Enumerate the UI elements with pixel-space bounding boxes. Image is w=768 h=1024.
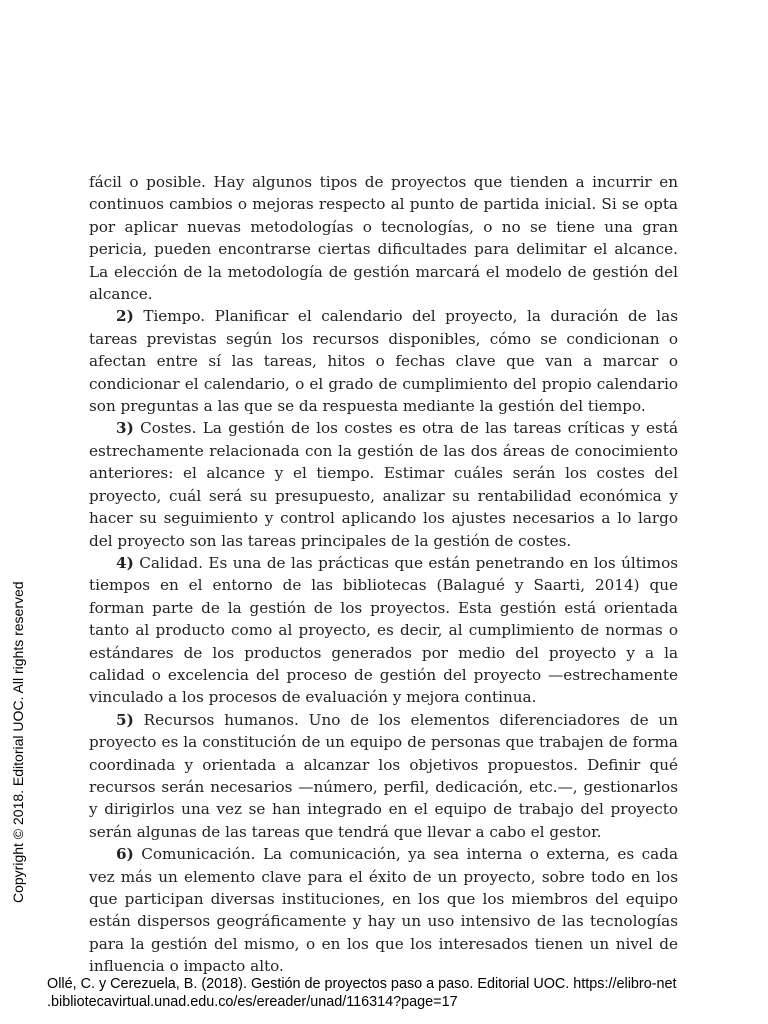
item-number: 5) <box>116 710 134 729</box>
item-number: 2) <box>116 307 134 326</box>
paragraph-text: Comunicación. La comunicación, ya sea interna o externa, es cada vez más un elemento clave para el éxito de un proyecto, sobre todo en los que participan diversas instituciones, en los que los miembros del equipo están dispersos geográficamente y hay un uso intensivo de las tecnologías para la gestión del mismo, o en los que los interesados tienen un nivel de influencia o impacto alto. <box>89 845 679 976</box>
paragraph-continuation <box>89 171 678 305</box>
citation-footer <box>47 975 762 1011</box>
paragraph-text: Calidad. Es una de las prácticas que están penetrando en los últimos tiempos en el entorno de las bibliotecas (Balagué y Saarti, 2014) que forman parte de la gestión de los proyectos. Esta gestión está orientada tanto al producto como al proyecto, es decir, al cumplimiento de normas o estándares de los productos generados por medio del proyecto y a la calidad o excelencia del proceso de gestión del proyecto —estrechamente vinculado a los procesos de evaluación y mejora continua. <box>89 553 679 707</box>
paragraph-calidad <box>89 552 678 709</box>
paragraph-text: Recursos humanos. Uno de los elementos diferenciadores de un proyecto es la constitución de un equipo de personas que trabajen de forma coordinada y orientada a alcanzar los objetivos propuestos. Definir qué recursos serán necesarios —número, perfil, dedicación, etc.—, gestionarlos y dirigirlos una vez se han integrado en el equipo de trabajo del proyecto serán algunas de las tareas que tendrá que llevar a cabo el gestor. <box>89 710 678 841</box>
paragraph-tiempo <box>89 305 678 417</box>
paragraph-text: Costes. La gestión de los costes es otra de las tareas críticas y está estrechamente relacionada con la gestión de las dos áreas de conocimiento anteriores: el alcance y el tiempo. Estimar cuáles serán los costes del proyecto, cuál será su presupuesto, analizar su rentabilidad económica y hacer su seguimiento y control aplicando los ajustes necesarios a lo largo del proyecto son las tareas principales de la gestión de costes. <box>89 419 678 550</box>
item-number: 6) <box>116 845 134 864</box>
copyright-notice: Copyright © 2018. Editorial UOC. All rights reserved <box>10 581 26 903</box>
page-body <box>89 171 678 978</box>
paragraph-text: fácil o posible. Hay algunos tipos de proyectos que tienden a incurrir en continuos cambios o mejoras respecto al punto de partida inicial. Si se opta por aplicar nuevas metodologías o tecnologías, o no se tiene una gran pericia, pueden encontrarse ciertas dificultades para delimitar el alcance. La elección de la metodología de gestión marcará el modelo de gestión del alcance. <box>89 173 678 304</box>
item-number: 4) <box>116 553 134 572</box>
paragraph-text: Tiempo. Planificar el calendario del proyecto, la duración de las tareas previstas según los recursos disponibles, cómo se condicionan o afectan entre sí las tareas, hitos o fechas clave que van a marcar o condicionar el calendario, o el grado de cumplimiento del propio calendario son preguntas a las que se da respuesta mediante la gestión del tiempo. <box>89 307 679 416</box>
item-number: 3) <box>116 419 134 438</box>
paragraph-recursos-humanos <box>89 709 678 843</box>
paragraph-comunicacion <box>89 843 678 977</box>
citation-line-2: .bibliotecavirtual.unad.edu.co/es/ereader/unad/116314?page=17 <box>47 994 458 1010</box>
citation-line-1: Ollé, C. y Cerezuela, B. (2018). Gestión de proyectos paso a paso. Editorial UOC. https://elibro-net <box>47 976 677 992</box>
paragraph-costes <box>89 417 678 551</box>
